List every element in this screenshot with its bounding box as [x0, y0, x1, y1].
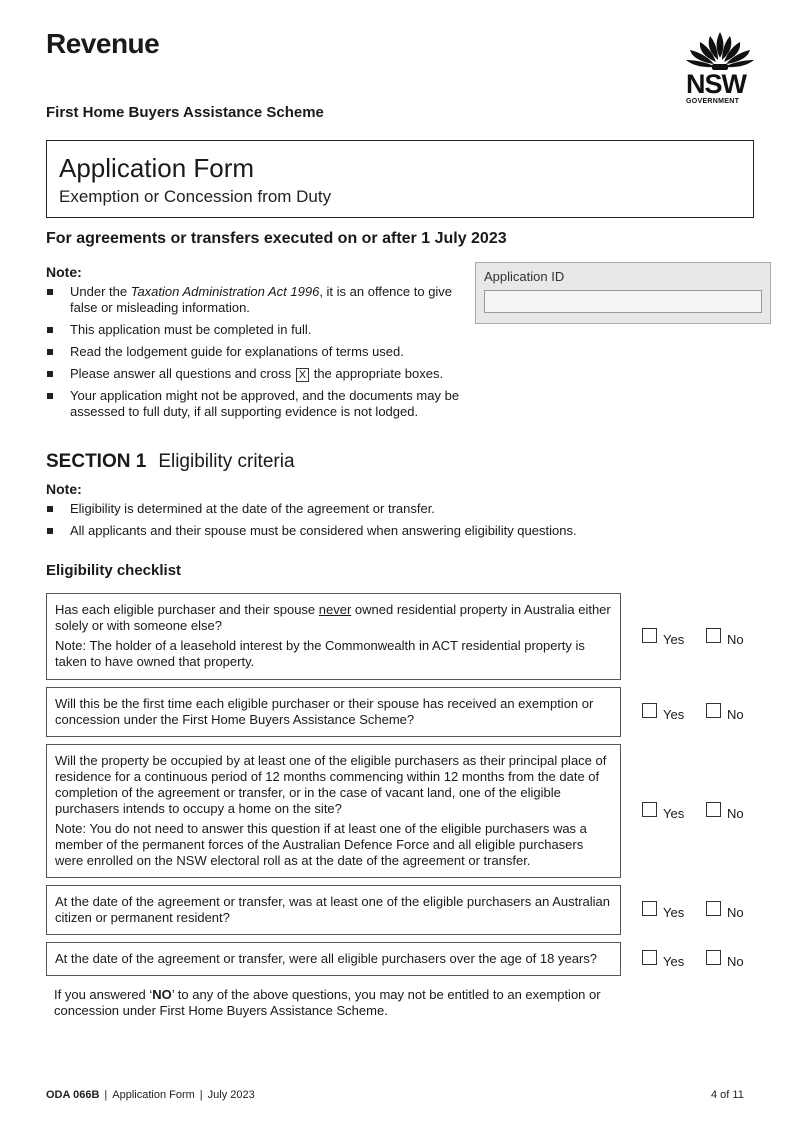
form-title-box	[46, 140, 754, 218]
q4-yes-option[interactable]	[642, 905, 684, 920]
no-label: No	[727, 707, 744, 722]
list-item: All applicants and their spouse must be considered when answering eligibility questions.	[46, 523, 766, 539]
list-item: Eligibility is determined at the date of the agreement or transfer.	[46, 501, 766, 517]
list-item: This application must be completed in full.	[46, 322, 466, 338]
q5-yes-checkbox[interactable]	[642, 950, 657, 965]
yes-label: Yes	[663, 806, 685, 821]
q2-yes-checkbox[interactable]	[642, 703, 657, 718]
q4-yes-checkbox[interactable]	[642, 901, 657, 916]
q3-yes-checkbox[interactable]	[642, 802, 657, 817]
note-label: Note:	[46, 481, 82, 497]
note-list	[46, 284, 466, 420]
note-text: Under the	[70, 284, 131, 299]
nsw-government-logo	[682, 30, 758, 110]
section-title: Eligibility criteria	[158, 451, 295, 472]
question-4-box	[46, 885, 621, 935]
q5-no-checkbox[interactable]	[706, 950, 721, 965]
question-5-box	[46, 942, 621, 976]
logo-nsw-text: NSW	[686, 69, 746, 99]
agreements-heading: For agreements or transfers executed on or after 1 July 2023	[46, 230, 507, 247]
note-label: Note:	[46, 264, 82, 280]
yes-label: Yes	[663, 707, 685, 722]
cross-example-box: X	[296, 368, 309, 382]
form-code: ODA 066B	[46, 1089, 100, 1101]
question-emphasis: never	[318, 602, 352, 617]
q3-no-option[interactable]	[706, 806, 744, 821]
q5-yes-option[interactable]	[642, 954, 684, 969]
no-label: No	[727, 806, 744, 821]
list-item: Read the lodgement guide for explanations of terms used.	[46, 344, 466, 360]
footnote-emphasis: NO	[152, 987, 172, 1002]
list-item	[46, 366, 466, 382]
q1-no-checkbox[interactable]	[706, 628, 721, 643]
question-3-text: Will the property be occupied by at least one of the eligible purchasers as their principal place of residence for a continuous period of 12 months commencing within 12 months from the date of completion of the agreement or transfer, or in the case of vacant land, one of the eligible purchasers intends to occupy a home on the site?	[55, 753, 607, 816]
question-text: Has each eligible purchaser and their spouse	[55, 602, 319, 617]
yes-label: Yes	[663, 954, 685, 969]
yes-label: Yes	[663, 632, 685, 647]
scheme-name: First Home Buyers Assistance Scheme	[46, 104, 324, 121]
question-text: owned residential property in Australia either solely or with someone else?	[55, 602, 611, 633]
application-id-input[interactable]	[484, 290, 762, 313]
checklist-footnote	[54, 987, 634, 1019]
page-number: 4 of 11	[711, 1089, 744, 1101]
q2-no-option[interactable]	[706, 707, 744, 722]
note-text: the appropriate boxes.	[313, 366, 444, 381]
section-number: SECTION 1	[46, 451, 147, 472]
q2-no-checkbox[interactable]	[706, 703, 721, 718]
footer-date: July 2023	[207, 1089, 255, 1101]
application-id-label: Application ID	[484, 269, 565, 284]
question-5-text: At the date of the agreement or transfer, were all eligible purchasers over the age of 18 years?	[55, 951, 597, 966]
section-1-heading	[46, 451, 295, 473]
footnote-text: ’ to any of the above questions, you may not be entitled to an exemption or concession under First Home Buyers Assistance Scheme.	[54, 987, 601, 1018]
question-1-text	[55, 602, 612, 634]
list-item	[46, 284, 466, 316]
q1-yes-checkbox[interactable]	[642, 628, 657, 643]
question-3-box	[46, 744, 621, 878]
q3-yes-option[interactable]	[642, 806, 684, 821]
q5-no-option[interactable]	[706, 954, 744, 969]
application-id-panel	[475, 262, 771, 324]
q2-yes-option[interactable]	[642, 707, 684, 722]
question-1-box	[46, 593, 621, 680]
question-3-note: Note: You do not need to answer this question if at least one of the eligible purchasers was a member of the permanent forces of the Australian Defence Force and all eligible purchasers were enrolled on the NSW electoral roll as at the date of the agreement or transfer.	[55, 821, 587, 868]
no-label: No	[727, 632, 744, 647]
page-footer	[46, 1089, 255, 1101]
note-text: , it is an offence to give false or misleading information.	[70, 284, 453, 315]
note-text: Please answer all questions and cross	[70, 366, 292, 381]
note-list	[46, 501, 766, 539]
form-title: Application Form	[59, 153, 255, 183]
waratah-icon	[682, 30, 758, 72]
checklist-title: Eligibility checklist	[46, 562, 182, 579]
footer-doc-name: Application Form	[112, 1089, 195, 1101]
q1-yes-option[interactable]	[642, 632, 684, 647]
section-1-note	[46, 481, 766, 545]
yes-label: Yes	[663, 905, 685, 920]
footnote-text: If you answered ‘	[54, 987, 153, 1002]
footer-separator: |	[199, 1089, 203, 1101]
intro-note	[46, 264, 466, 426]
q4-no-option[interactable]	[706, 905, 744, 920]
brand-title: Revenue	[46, 28, 160, 59]
footer-separator: |	[104, 1089, 108, 1101]
q4-no-checkbox[interactable]	[706, 901, 721, 916]
question-2-box	[46, 687, 621, 737]
act-name: Taxation Administration Act 1996	[130, 284, 320, 299]
form-subtitle: Exemption or Concession from Duty	[59, 187, 332, 206]
no-label: No	[727, 954, 744, 969]
question-4-text: At the date of the agreement or transfer, was at least one of the eligible purchasers an Australian citizen or permanent resident?	[55, 894, 611, 925]
question-1-note: Note: The holder of a leasehold interest by the Commonwealth in ACT residential property is taken to have owned that property.	[55, 638, 585, 669]
q3-no-checkbox[interactable]	[706, 802, 721, 817]
no-label: No	[727, 905, 744, 920]
logo-government-text: GOVERNMENT	[686, 98, 740, 105]
list-item: Your application might not be approved, and the documents may be assessed to full duty, if all supporting evidence is not lodged.	[46, 388, 466, 420]
question-2-text: Will this be the first time each eligible purchaser or their spouse has received an exemption or concession under the First Home Buyers Assistance Scheme?	[55, 696, 594, 727]
q1-no-option[interactable]	[706, 632, 744, 647]
